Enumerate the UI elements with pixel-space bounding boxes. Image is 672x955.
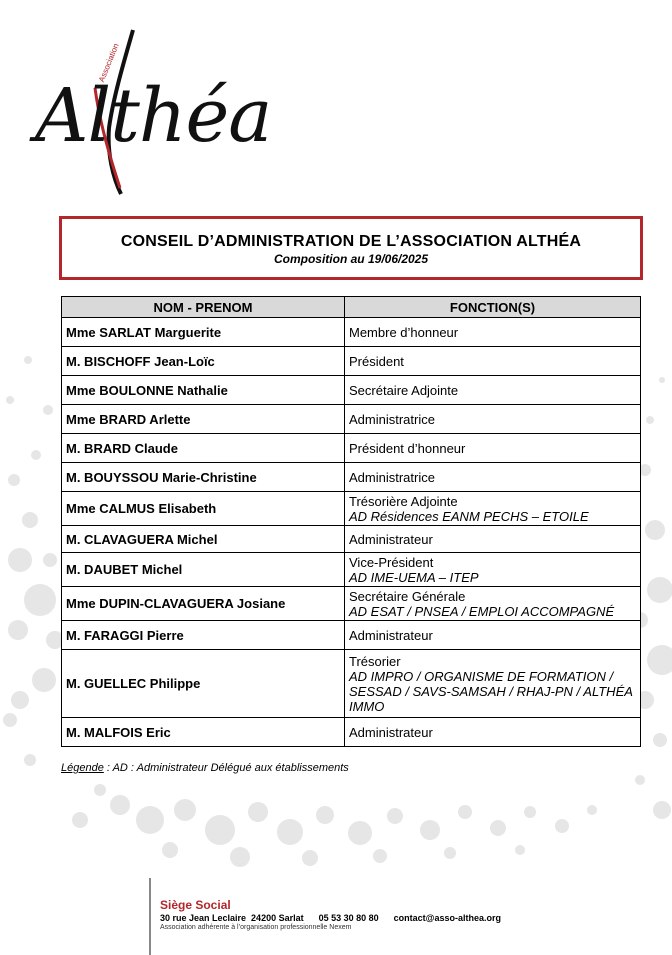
page-subtitle: Composition au 19/06/2025: [273, 252, 429, 266]
table-row: [62, 492, 641, 526]
table-row: [62, 405, 641, 434]
member-name: Mme BRARD Arlette: [62, 405, 345, 434]
member-function: Secrétaire Générale: [349, 588, 466, 604]
member-delegation: AD Résidences EANM PECHS – ETOILE: [349, 508, 589, 524]
legend: [61, 762, 349, 774]
logo-wordmark: Althéa: [35, 73, 272, 159]
member-name: M. CLAVAGUERA Michel: [62, 526, 345, 553]
table-body: [62, 318, 641, 747]
member-name: Mme SARLAT Marguerite: [62, 318, 345, 347]
member-function-cell: [345, 650, 641, 718]
footer-address: 30 rue Jean Leclaire 24200 Sarlat 05 53 30 80 80 contact@asso-althea.org: [160, 913, 501, 923]
board-table: [61, 296, 641, 747]
member-function: Membre d’honneur: [349, 324, 459, 340]
table-row: [62, 318, 641, 347]
member-function: Trésorier: [349, 653, 401, 669]
member-delegation: AD IMPRO / ORGANISME DE FORMATION / SESSAD / SAVS-SAMSAH / RHAJ-PN / ALTHÉA IMMO: [349, 668, 633, 714]
table-row: [62, 347, 641, 376]
member-name: Mme BOULONNE Nathalie: [62, 376, 345, 405]
table-row: [62, 526, 641, 553]
column-header-function: FONCTION(S): [345, 297, 641, 318]
footer-divider: [149, 878, 151, 955]
table-row: [62, 553, 641, 587]
legend-label: Légende: [61, 762, 104, 774]
table-row: [62, 621, 641, 650]
footer-heading: Siège Social: [160, 898, 231, 912]
footer: [160, 898, 501, 931]
member-name: Mme DUPIN-CLAVAGUERA Josiane: [62, 587, 345, 621]
member-name: M. BISCHOFF Jean-Loïc: [62, 347, 345, 376]
legend-text: : AD : Administrateur Délégué aux établissements: [103, 762, 349, 774]
member-name: Mme CALMUS Elisabeth: [62, 492, 345, 526]
member-function-cell: [345, 587, 641, 621]
member-function-cell: [345, 553, 641, 587]
member-function: Administrateur: [349, 724, 433, 740]
member-function-cell: [345, 318, 641, 347]
member-function: Secrétaire Adjointe: [349, 382, 459, 398]
member-function: Trésorière Adjointe: [349, 493, 458, 509]
table-row: [62, 463, 641, 492]
table-row: [62, 587, 641, 621]
member-name: M. BOUYSSOU Marie-Christine: [62, 463, 345, 492]
member-name: M. GUELLEC Philippe: [62, 650, 345, 718]
member-name: M. BRARD Claude: [62, 434, 345, 463]
member-name: M. FARAGGI Pierre: [62, 621, 345, 650]
member-function: Administrateur: [349, 531, 433, 547]
member-function-cell: [345, 526, 641, 553]
table-header-row: [62, 297, 641, 318]
member-function: Administratrice: [349, 411, 435, 427]
member-function-cell: [345, 347, 641, 376]
table-row: [62, 650, 641, 718]
member-function-cell: [345, 434, 641, 463]
column-header-name: NOM - PRENOM: [62, 297, 345, 318]
member-function: Vice-Président: [349, 554, 434, 570]
member-function: Administrateur: [349, 627, 433, 643]
member-function-cell: [345, 718, 641, 747]
member-function: Administratrice: [349, 469, 435, 485]
title-box: [59, 216, 643, 280]
althea-logo: [25, 28, 275, 198]
footer-note: Association adhérente à l’organisation professionnelle Nexem: [160, 924, 352, 931]
member-function-cell: [345, 405, 641, 434]
member-function-cell: [345, 621, 641, 650]
member-function-cell: [345, 492, 641, 526]
member-name: M. MALFOIS Eric: [62, 718, 345, 747]
table-row: [62, 718, 641, 747]
page-title: CONSEIL D’ADMINISTRATION DE L’ASSOCIATION ALTHÉA: [120, 233, 582, 250]
member-function: Président: [349, 353, 404, 369]
member-function-cell: [345, 376, 641, 405]
logo-association-label: Association: [97, 42, 121, 84]
table-row: [62, 376, 641, 405]
member-name: M. DAUBET Michel: [62, 553, 345, 587]
table-row: [62, 434, 641, 463]
member-delegation: AD ESAT / PNSEA / EMPLOI ACCOMPAGNÉ: [349, 603, 615, 619]
member-function-cell: [345, 463, 641, 492]
member-function: Président d’honneur: [349, 440, 466, 456]
member-delegation: AD IME-UEMA – ITEP: [349, 569, 479, 585]
